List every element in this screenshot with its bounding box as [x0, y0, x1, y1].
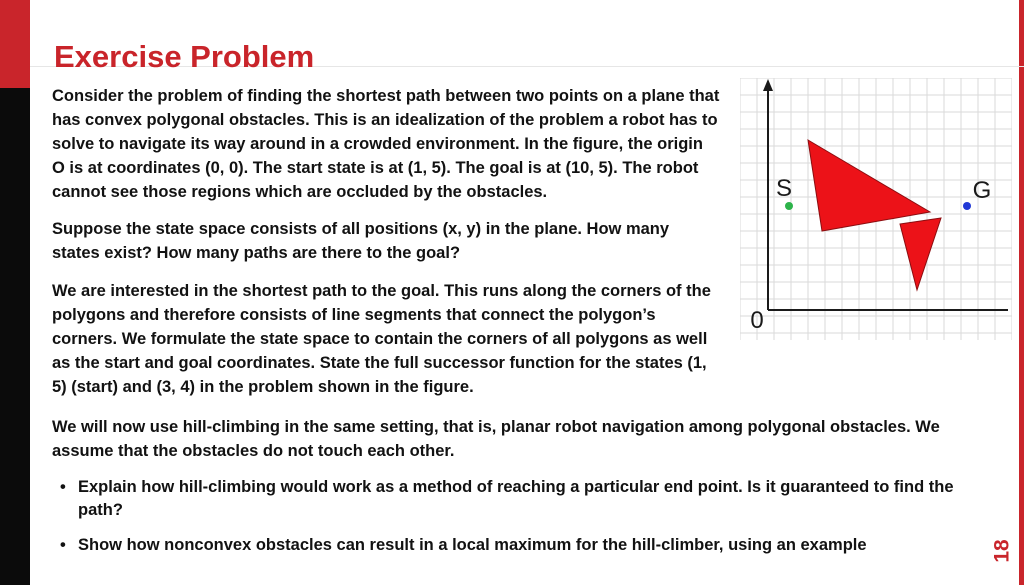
paragraph-hill-climbing: We will now use hill-climbing in the same setting, that is, planar robot navigation among polygonal obstacles. We assume that the obstacles do not touch each other.	[52, 418, 940, 460]
start-point	[785, 202, 793, 210]
paragraph-state-space-question: Suppose the state space consists of all positions (x, y) in the plane. How many states exist? How many paths are there to the goal?	[52, 220, 670, 263]
goal-point	[963, 202, 971, 210]
start-label: S	[775, 175, 793, 202]
origin-label: 0	[750, 307, 764, 334]
bullet-marker: •	[60, 536, 66, 554]
paragraph-shortest-path: We are interested in the shortest path to the goal. This runs along the corners of the polygons and therefore consists of line segments that connect the polygon’s corners. We formulate the state space to contain the corners of all polygons as well as the start and goal coordinates. State the full successor function for the states (1, 5) (start) and (3, 4) in the problem shown in the figure.	[52, 281, 711, 396]
bullet-item	[52, 476, 964, 524]
left-accent-bar-black	[0, 88, 30, 585]
page-number: 18	[990, 539, 1014, 563]
obstacle-polygon-large	[808, 140, 930, 231]
goal-label: G	[972, 177, 992, 204]
obstacle-polygon-small	[900, 218, 941, 290]
paragraph-problem-statement: Consider the problem of finding the shortest path between two points on a plane that has convex polygonal obstacles. This is an idealization of the problem a robot has to solve to navigate its way around in a crowded environment. In the figure, the origin O is at coordinates (0, 0). The start state is at (1, 5). The goal is at (10, 5). The robot cannot see those regions which are occluded by the obstacles.	[52, 87, 720, 202]
y-axis-arrow-icon	[763, 79, 773, 91]
figure-shortest-path-diagram	[740, 78, 1012, 340]
bullet-text-hill-climbing: Explain how hill-climbing would work as a method of reaching a particular end point. Is it guaranteed to find the path?	[78, 477, 954, 520]
bullet-list	[52, 476, 964, 558]
bottom-text-column	[52, 416, 964, 569]
right-accent-bar	[1019, 0, 1024, 585]
page-title: Exercise Problem	[54, 38, 315, 74]
left-accent-bar-red	[0, 0, 30, 88]
bullet-item	[52, 534, 964, 558]
main-text-column	[52, 84, 720, 412]
bullet-text-nonconvex: Show how nonconvex obstacles can result in a local maximum for the hill-climber, using an example	[78, 536, 867, 554]
bullet-marker: •	[60, 477, 66, 496]
